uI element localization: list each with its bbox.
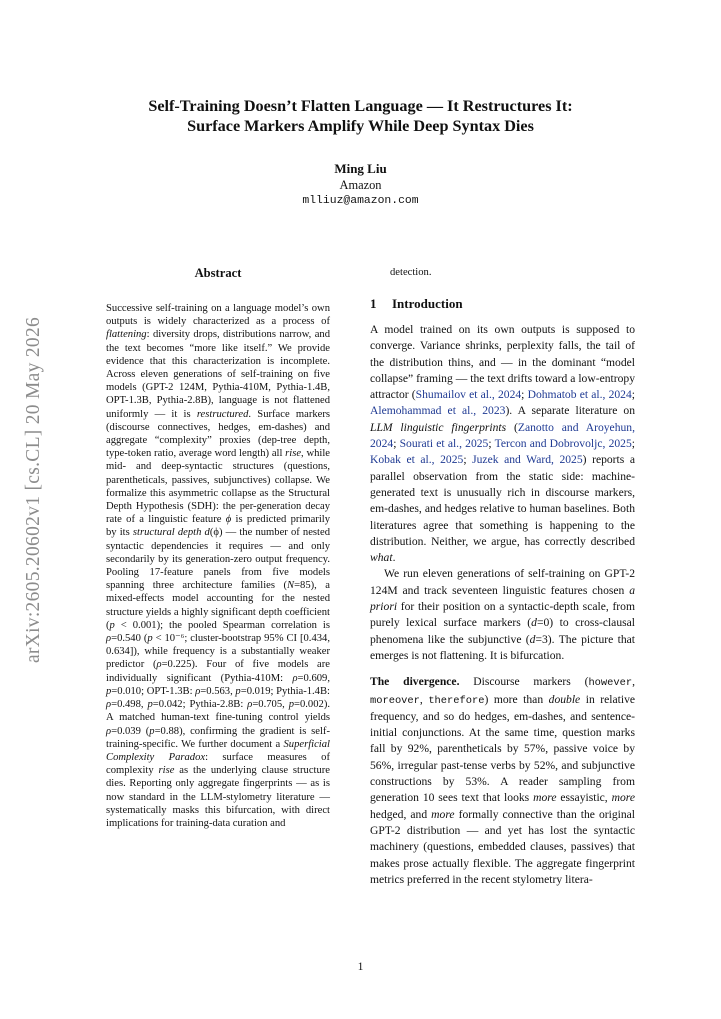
author-affiliation: Amazon xyxy=(339,178,382,192)
right-column xyxy=(370,266,635,888)
intro-paragraph-3: The divergence. Discourse markers (however, moreover, therefore) more than double in relative frequency, and so do hedges, em-dashes, and sentence-initial conjunctions. At the same time, question marks fall by 92%, parentheticals by 57%, passive voice by 56%, irregular past-tense verbs by 52%, and subjunctive constructions by 53%. A reader sampling from generation 10 sees text that looks more essayistic, more hedged, and more formally connective than the original GPT-2 distribution — and yet has lost the syntactic machinery (questions, embedded clauses, passives) that makes prose actually flexible. The aggregate fingerprint metrics preferred in the recent stylometry litera- xyxy=(370,675,636,886)
citation-link[interactable]: Shumailov et al., 2024 xyxy=(415,388,522,402)
citation-link[interactable]: Dohmatob et al., 2024 xyxy=(527,388,632,402)
citation-link[interactable]: Alemohammad et al., 2023 xyxy=(370,404,506,418)
section-title: Introduction xyxy=(392,296,463,311)
author-email: mlliuz@amazon.com xyxy=(302,195,419,207)
section-number: 1 xyxy=(370,296,377,311)
page-number: 1 xyxy=(357,960,364,973)
abstract-continuation: detection. xyxy=(390,267,432,278)
arxiv-identifier-text: arXiv:2605.20602v1 [cs.CL] 20 May 2026 xyxy=(23,316,44,664)
intro-paragraph-1: A model trained on its own outputs is supposed to converge. Variance shrinks, perplexity falls, the tail of the distribution thins, and — in the dominant “model collapse” framing — the text drifts toward a low-entropy attractor (Shumailov et al., 2024; Dohmatob et al., 2024; Alemohammad et al., 2023). A separate literature on LLM linguistic fingerprints (Zanotto and Aroyehun, 2024; Sourati et al., 2025; Tercon and Dobrovoljc, 2025; Kobak et al., 2025; Juzek and Ward, 2025) reports a parallel observation from the static side: machine-generated text is unusually rich in discourse markers, em-dashes, and hedges relative to human baselines. Both literatures agree that something is happening to the distribution. Neither, we argue, has correctly described what. xyxy=(370,323,636,565)
citation-link[interactable]: Zanotto and Aroyehun, 2024 xyxy=(370,420,635,451)
intro-paragraph-2: We run eleven generations of self-training on GPT-2 124M and track seventeen linguistic features chosen a priori for their position on a syntactic-depth scale, from purely lexical surface markers (d=0) to cross-clausal phenomena like the subjunctive (d=3). The picture that emerges is not flattening. It is bifurcation. xyxy=(370,567,636,662)
citation-link[interactable]: Sourati et al., 2025 xyxy=(399,437,489,451)
citation-link[interactable]: Tercon and Dobrovoljc, 2025 xyxy=(494,437,632,451)
abstract-heading: Abstract xyxy=(194,266,242,280)
author-name: Ming Liu xyxy=(334,161,387,176)
citation-link[interactable]: Kobak et al., 2025 xyxy=(370,453,464,467)
arxiv-identifier-stamp xyxy=(20,290,48,690)
title-line-1: Self-Training Doesn’t Flatten Language — It Restructures It: xyxy=(148,97,573,115)
citation-link[interactable]: Juzek and Ward, 2025 xyxy=(472,453,583,467)
paper-title xyxy=(80,96,641,136)
title-line-2: Surface Markers Amplify While Deep Syntax Dies xyxy=(187,117,534,135)
abstract-body: Successive self-training on a language model’s own outputs is widely characterized as a process of flattening: diversity drops, distributions narrow, and the text becomes “more like itself.” We provide evidence that this characterization is incomplete. Across eleven generations of self-training on five models (GPT-2 124M, Pythia-410M, Pythia-1.4B, OPT-1.3B, Pythia-2.8B), language is not flattened uniformly — it is restructured. Surface markers (discourse connectives, hedges, em-dashes) and aggregate “complexity” proxies (dep-tree depth, type-token ratio, average word length) all rise, while mid- and deep-syntactic structures (questions, parentheticals, passives, subjunctives) collapse. We formalize this asymmetric collapse as the Structural Depth Hypothesis (SDH): the per-generation decay rate of a linguistic feature ϕ is predicted primarily by its structural depth d(ϕ) — the number of nested syntactic dependencies it requires — and only secondarily by its generation-zero output frequency. Pooling 17-feature panels from five models spanning three architecture families (N=85), a mixed-effects model accounting for the nested structure yields a highly significant depth coefficient (p < 0.001); the pooled Spearman correlation is ρ=0.540 (p < 10⁻⁶; cluster-bootstrap 95% CI [0.434, 0.634]), while frequency is a substantially weaker predictor (ρ=0.225). Four of five models are individually significant (Pythia-410M: ρ=0.609, p=0.010; OPT-1.3B: ρ=0.563, p=0.019; Pythia-1.4B: ρ=0.498, p=0.042; Pythia-2.8B: ρ=0.705, p=0.002). A matched human-text fine-tuning control yields ρ=0.039 (p=0.88), confirming the gradient is self-training-specific. We further document a Superficial Complexity Paradox: surface measures of complexity rise as the underlying clause structure dies. Reporting only aggregate fingerprints — as is now standard in the LLM-stylometry literature — systematically masks this bifurcation, with direct implications for training-data curation and xyxy=(106,303,331,829)
author-block xyxy=(0,161,721,209)
section-heading-introduction xyxy=(370,296,635,312)
